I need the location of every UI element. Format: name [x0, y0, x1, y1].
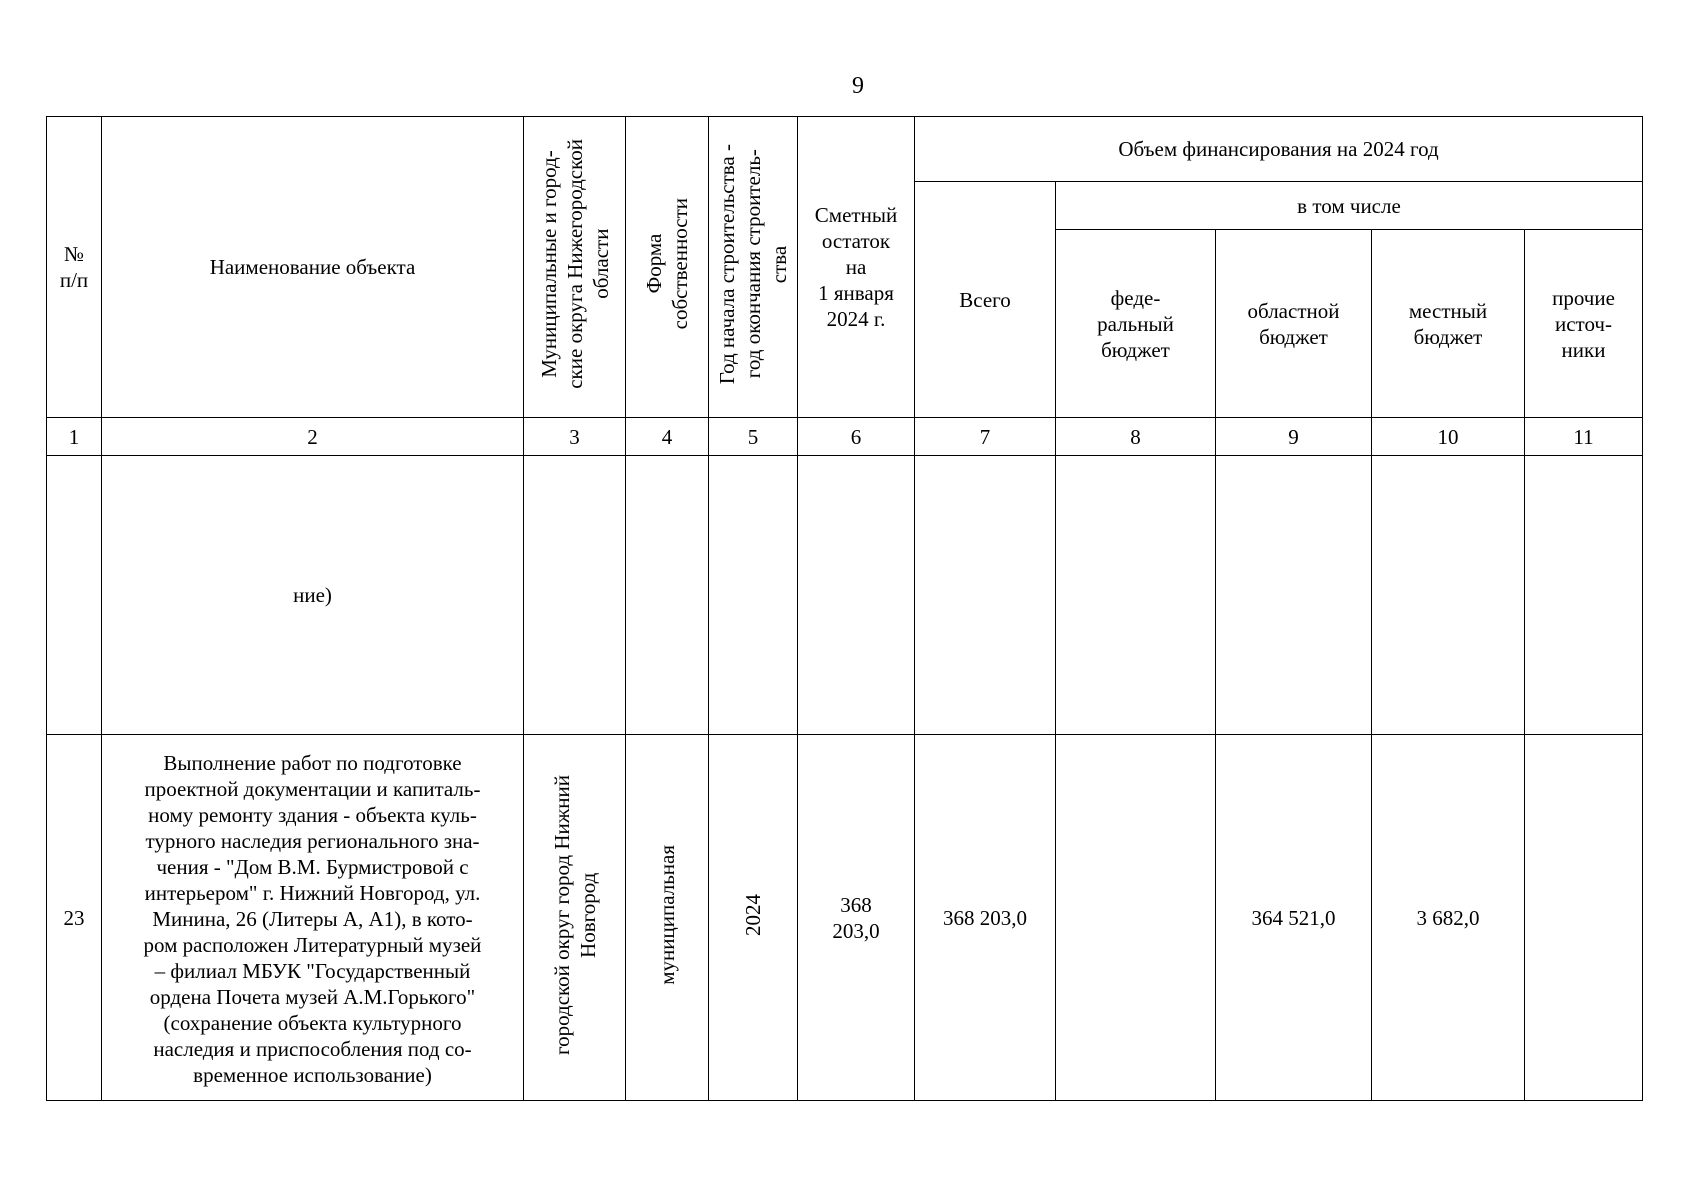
row-federal — [1056, 735, 1216, 1101]
table-row — [47, 735, 1643, 1101]
column-number: 10 — [1372, 418, 1525, 456]
row-other — [1525, 456, 1643, 735]
table-row — [47, 456, 1643, 735]
column-number: 1 — [47, 418, 102, 456]
header-num: № п/п — [47, 117, 102, 418]
column-number: 5 — [709, 418, 798, 456]
header-municipality: Муниципальные и город- ские округа Нижегородской области — [524, 117, 626, 418]
row-remainder — [798, 456, 915, 735]
row-local — [1372, 456, 1525, 735]
header-funding-group: Объем финансирования на 2024 год — [915, 117, 1643, 182]
header-years: Год начала строительства - год окончания строитель- ства — [709, 117, 798, 418]
header-remainder: Сметный остаток на 1 января 2024 г. — [798, 117, 915, 418]
row-total — [915, 456, 1056, 735]
column-number: 6 — [798, 418, 915, 456]
column-number: 7 — [915, 418, 1056, 456]
header-regional: областной бюджет — [1216, 230, 1372, 418]
row-other — [1525, 735, 1643, 1101]
row-num — [47, 456, 102, 735]
column-number: 4 — [626, 418, 709, 456]
header-local: местный бюджет — [1372, 230, 1525, 418]
row-regional: 364 521,0 — [1216, 735, 1372, 1101]
row-regional — [1216, 456, 1372, 735]
header-other: прочие источ- ники — [1525, 230, 1643, 418]
row-ownership — [626, 456, 709, 735]
column-number: 8 — [1056, 418, 1216, 456]
row-name: Выполнение работ по подготовке проектной документации и капиталь- ному ремонту здания - объекта куль- турного наследия регионального зна- чения - "Дом В.М. Бурмистровой с интерьером" г. Нижний Новгород, ул. Минина, 26 (Литеры А, А1), в кото- ром расположен Литературный музей – филиал МБУК "Государственный ордена Почета музей А.М.Горького" (сохранение объекта культурного наследия и приспособления под со- временное использование) — [102, 735, 524, 1101]
row-local: 3 682,0 — [1372, 735, 1525, 1101]
row-years: 2024 — [709, 735, 798, 1101]
row-total: 368 203,0 — [915, 735, 1056, 1101]
row-remainder: 368 203,0 — [798, 735, 915, 1101]
row-name: ние) — [102, 456, 524, 735]
header-name: Наименование объекта — [102, 117, 524, 418]
column-number: 9 — [1216, 418, 1372, 456]
column-number-row — [47, 418, 1643, 456]
row-federal — [1056, 456, 1216, 735]
financing-table — [46, 116, 1643, 1101]
column-number: 3 — [524, 418, 626, 456]
column-number: 11 — [1525, 418, 1643, 456]
row-num: 23 — [47, 735, 102, 1101]
header-ownership: Форма собственности — [626, 117, 709, 418]
header-including: в том числе — [1056, 182, 1643, 230]
row-years — [709, 456, 798, 735]
header-total: Всего — [915, 182, 1056, 418]
row-municipality: городской округ город Нижний Новгород — [524, 735, 626, 1101]
column-number: 2 — [102, 418, 524, 456]
row-ownership: муниципальная — [626, 735, 709, 1101]
page-number: 9 — [852, 73, 864, 99]
header-federal: феде- ральный бюджет — [1056, 230, 1216, 418]
row-municipality — [524, 456, 626, 735]
